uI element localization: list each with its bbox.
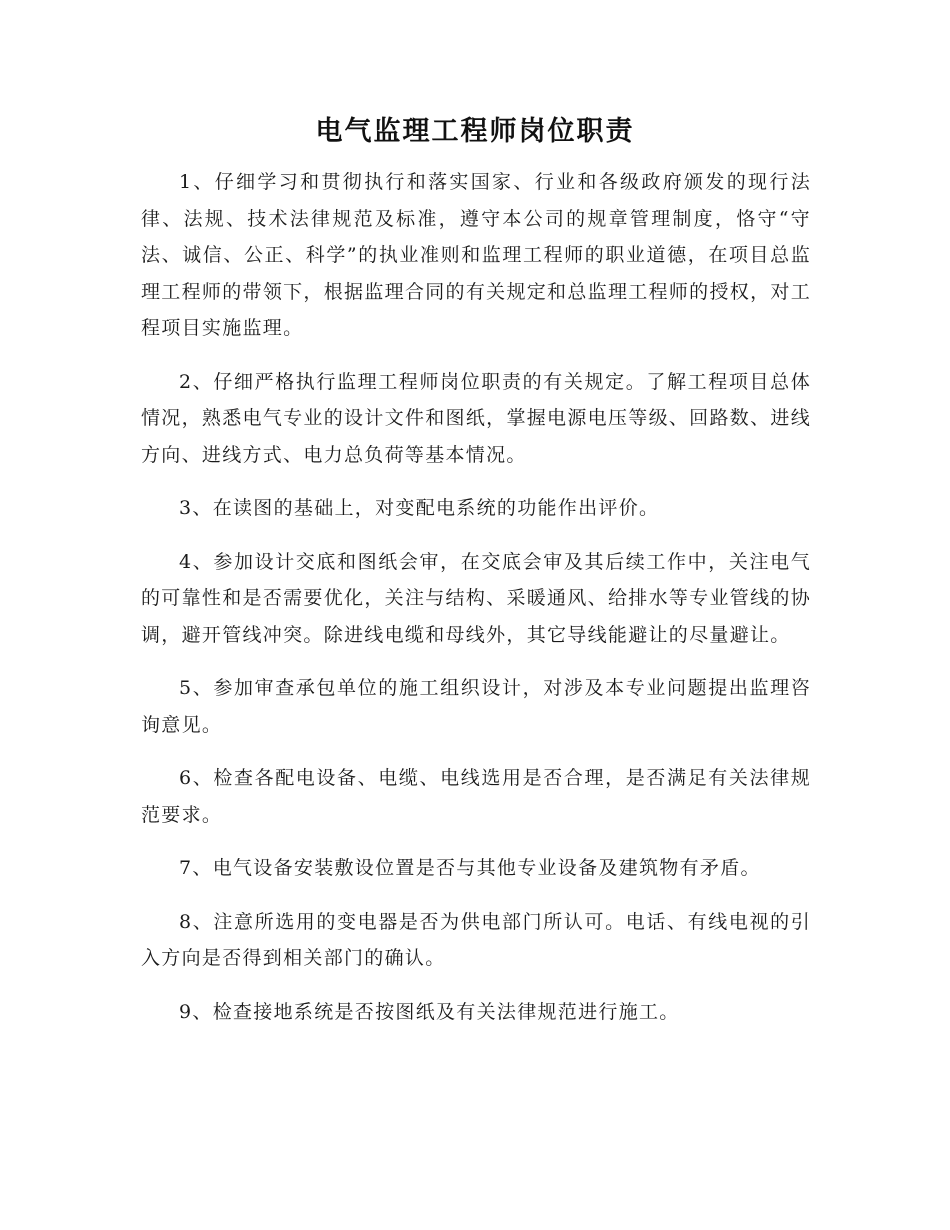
document-title: 电气监理工程师岗位职责 <box>315 116 635 147</box>
paragraph-6: 6、检查各配电设备、电缆、电线选用是否合理，是否满足有关法律规范要求。 <box>141 767 811 826</box>
paragraph-3: 3、在读图的基础上，对变配电系统的功能作出评价。 <box>179 497 660 519</box>
paragraph-7: 7、电气设备安装敷设位置是否与其他专业设备及建筑物有矛盾。 <box>179 857 761 879</box>
paragraph-1: 1、仔细学习和贯彻执行和落实国家、行业和各级政府颁发的现行法律、法规、技术法律规范及标准，遵守本公司的规章管理制度，恪守“守法、诚信、公正、科学”的执业准则和监理工程师的职业道德，在项目总监理工程师的带领下，根据监理合同的有关规定和总监理工程师的授权，对工程项目实施监理。 <box>141 171 811 339</box>
paragraph-4: 4、参加设计交底和图纸会审，在交底会审及其后续工作中，关注电气的可靠性和是否需要优化，关注与结构、采暖通风、给排水等专业管线的协调，避开管线冲突。除进线电缆和母线外，其它导线能避让的尽量避让。 <box>141 550 811 646</box>
paragraph-5: 5、参加审查承包单位的施工组织设计，对涉及本专业问题提出监理咨询意见。 <box>141 677 811 736</box>
paragraph-2: 2、仔细严格执行监理工程师岗位职责的有关规定。了解工程项目总体情况，熟悉电气专业的设计文件和图纸，掌握电源电压等级、回路数、进线方向、进线方式、电力总负荷等基本情况。 <box>141 370 811 466</box>
paragraph-9: 9、检查接地系统是否按图纸及有关法律规范进行施工。 <box>179 1000 680 1023</box>
document-body <box>141 164 811 1047</box>
paragraph-8: 8、注意所选用的变电器是否为供电部门所认可。电话、有线电视的引入方向是否得到相关部门的确认。 <box>141 910 811 969</box>
